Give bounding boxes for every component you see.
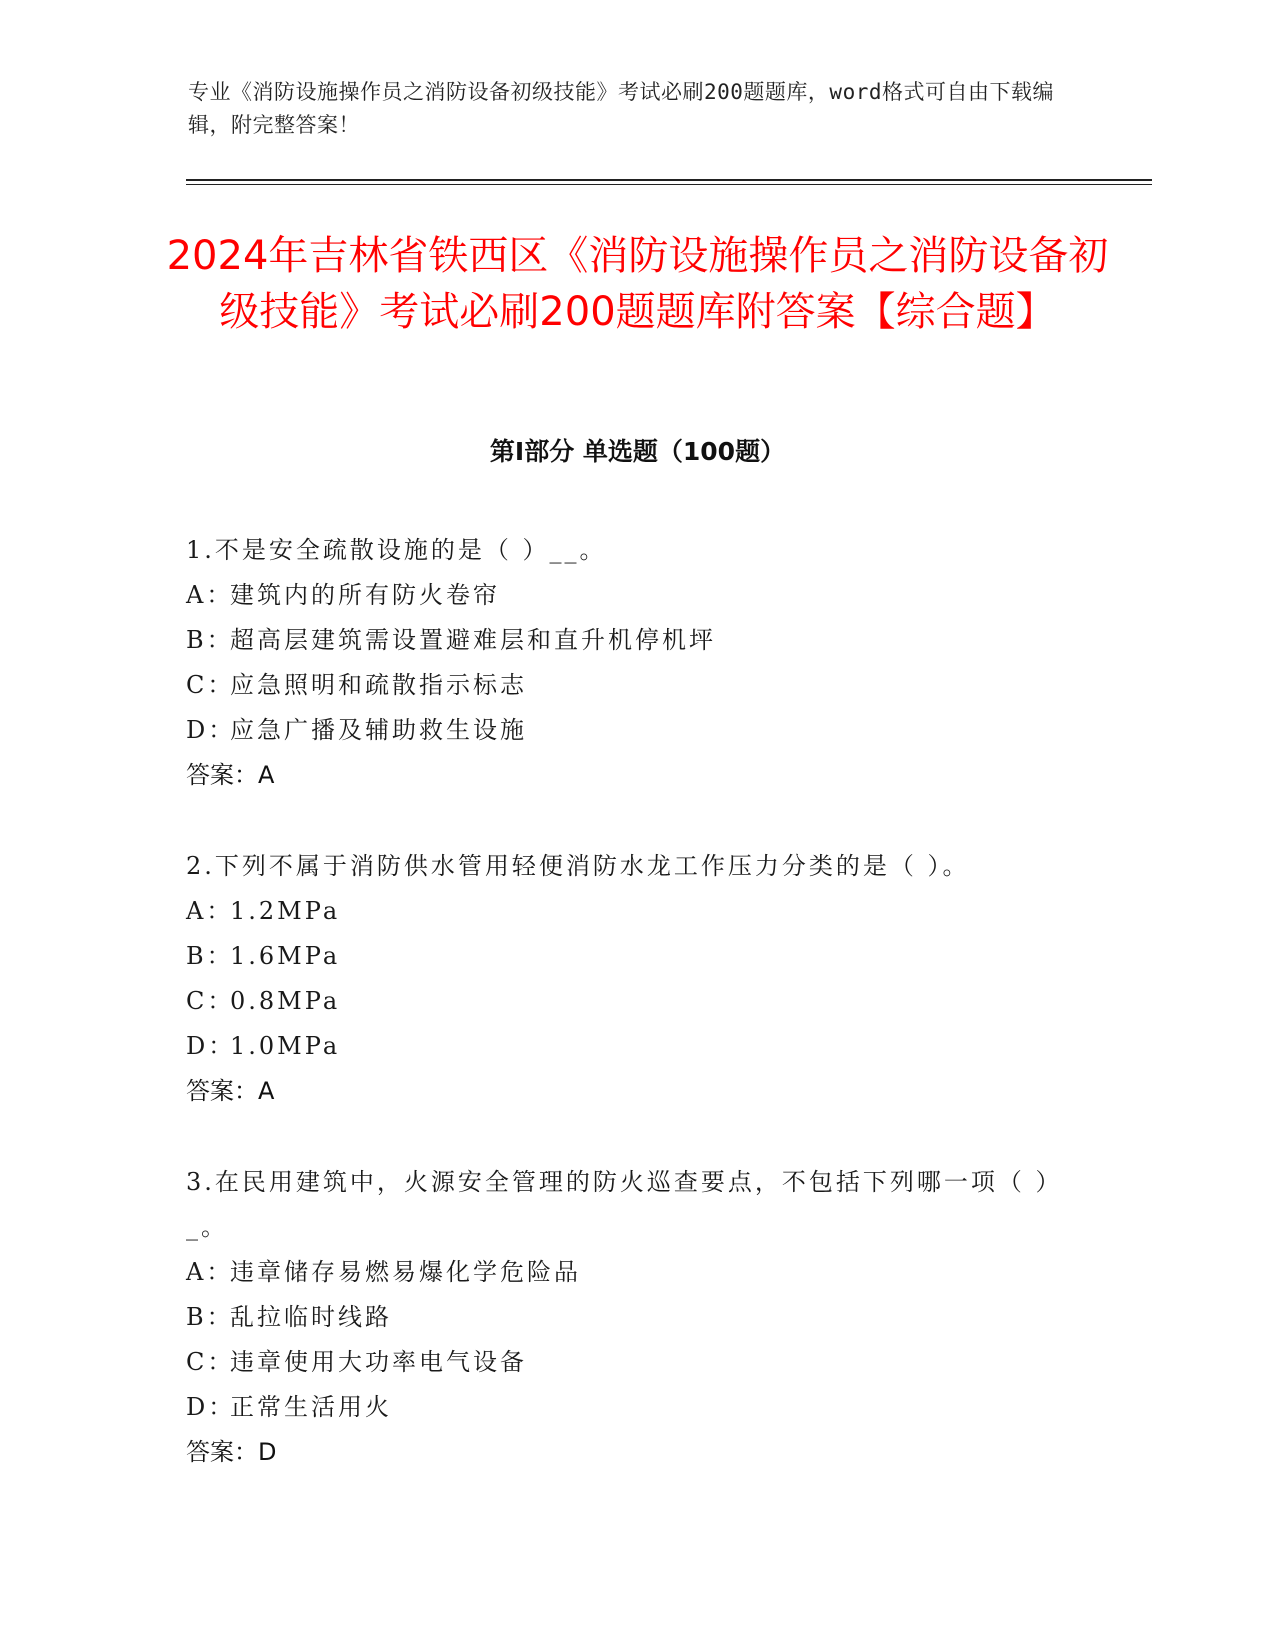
question-list xyxy=(186,528,1086,1521)
option-text: 1.6MPa xyxy=(230,942,341,970)
option-a xyxy=(186,889,1086,934)
option-b xyxy=(186,1295,1086,1340)
option-key: D： xyxy=(186,716,236,744)
option-key: A： xyxy=(186,897,234,925)
question-1 xyxy=(186,528,1086,798)
option-d xyxy=(186,1024,1086,1069)
answer-line: 答案：A xyxy=(186,1077,275,1105)
option-text: 违章使用大功率电气设备 xyxy=(230,1348,527,1376)
option-key: B： xyxy=(186,942,234,970)
option-key: B： xyxy=(186,1303,234,1331)
option-a xyxy=(186,573,1086,618)
option-text: 1.2MPa xyxy=(230,897,341,925)
option-text: 应急广播及辅助救生设施 xyxy=(230,716,527,744)
option-text: 正常生活用火 xyxy=(230,1393,392,1421)
option-text: 应急照明和疏散指示标志 xyxy=(230,671,527,699)
option-text: 乱拉临时线路 xyxy=(230,1303,392,1331)
option-text: 超高层建筑需设置避难层和直升机停机坪 xyxy=(230,626,716,654)
option-text: 违章储存易燃易爆化学危险品 xyxy=(230,1258,581,1286)
header-note: 专业《消防设施操作员之消防设备初级技能》考试必刷200题题库，word格式可自由下载编辑，附完整答案！ xyxy=(188,80,1054,137)
answer-line: 答案：D xyxy=(186,1438,277,1466)
header-divider-thin xyxy=(186,184,1152,185)
document-title: 2024年吉林省铁西区《消防设施操作员之消防设备初级技能》考试必刷200题题库附答案【综合题】 xyxy=(166,233,1109,335)
option-c xyxy=(186,663,1086,708)
question-stem: 2.下列不属于消防供水管用轻便消防水龙工作压力分类的是（ ）。 xyxy=(186,852,970,880)
option-key: D： xyxy=(186,1393,236,1421)
question-3 xyxy=(186,1160,1086,1475)
option-key: B： xyxy=(186,626,234,654)
option-key: D： xyxy=(186,1032,236,1060)
option-b xyxy=(186,934,1086,979)
option-d xyxy=(186,1385,1086,1430)
section-title: 第I部分 单选题（100题） xyxy=(489,437,786,466)
question-stem: 1.不是安全疏散设施的是（ ）__。 xyxy=(186,536,607,564)
option-a xyxy=(186,1250,1086,1295)
option-key: C： xyxy=(186,987,235,1015)
option-key: A： xyxy=(186,581,234,609)
option-text: 建筑内的所有防火卷帘 xyxy=(230,581,500,609)
option-b xyxy=(186,618,1086,663)
option-d xyxy=(186,708,1086,753)
option-text: 0.8MPa xyxy=(230,987,341,1015)
answer-line: 答案：A xyxy=(186,761,275,789)
option-key: C： xyxy=(186,1348,235,1376)
header-divider-thick xyxy=(186,179,1152,181)
question-stem: 3.在民用建筑中，火源安全管理的防火巡查要点，不包括下列哪一项（ ）_。 xyxy=(186,1168,1063,1241)
option-key: A： xyxy=(186,1258,234,1286)
question-2 xyxy=(186,844,1086,1114)
option-c xyxy=(186,1340,1086,1385)
option-text: 1.0MPa xyxy=(230,1032,341,1060)
option-c xyxy=(186,979,1086,1024)
option-key: C： xyxy=(186,671,235,699)
